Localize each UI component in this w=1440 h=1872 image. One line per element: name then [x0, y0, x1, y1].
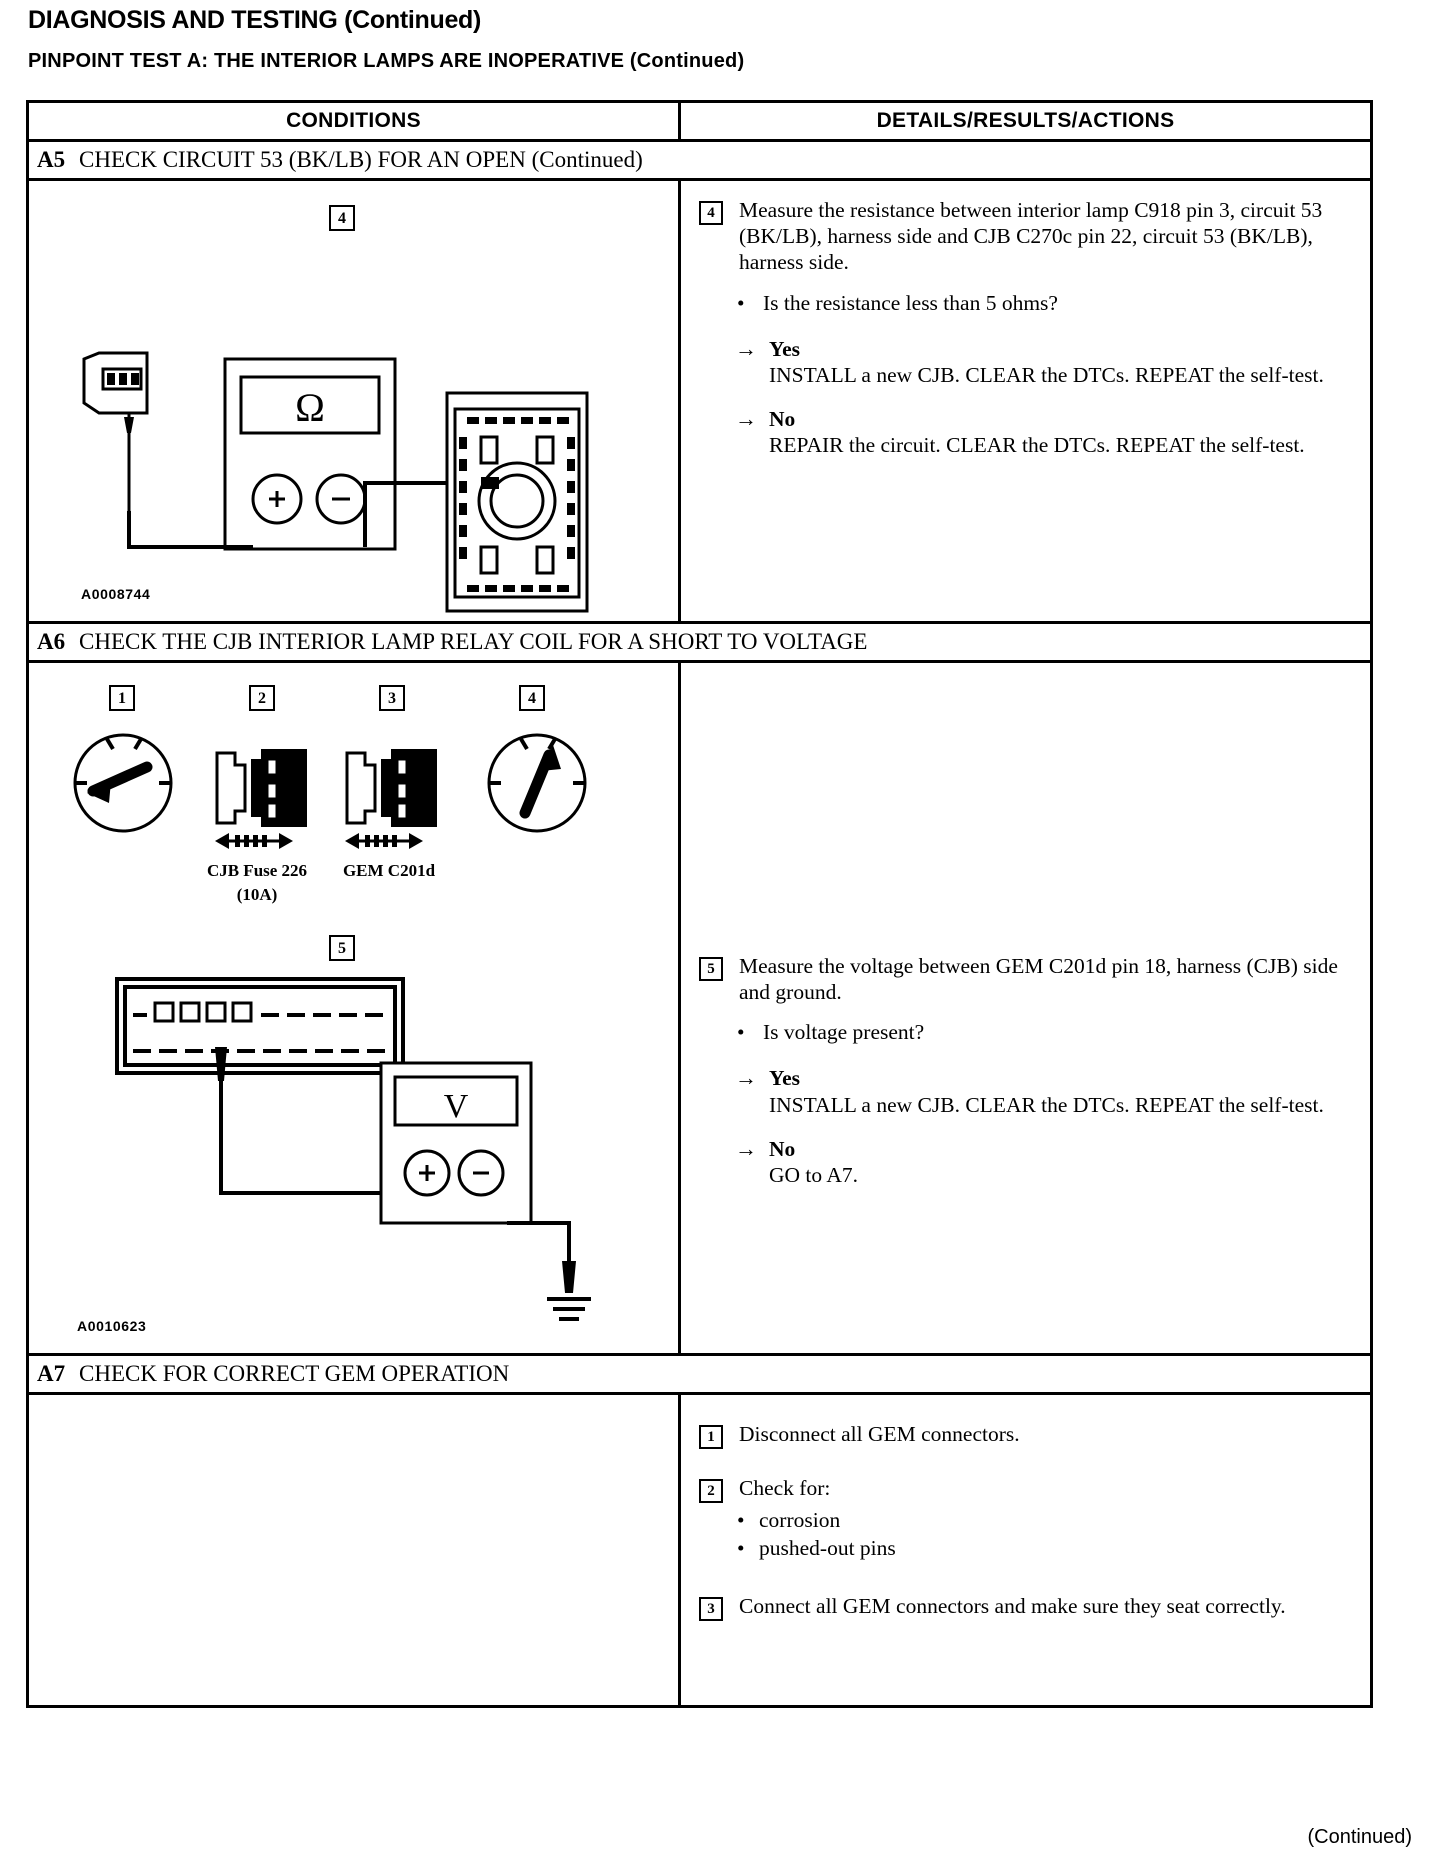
- question-text: Is voltage present?: [763, 1020, 925, 1045]
- instruction-a5-step4: [699, 197, 1356, 276]
- answer-label: No: [769, 1136, 796, 1161]
- step-number-badge: 1: [699, 1425, 723, 1449]
- answer-a6-no: [735, 1136, 1356, 1188]
- list-item-label: pushed-out pins: [759, 1535, 896, 1560]
- arrow-right-icon: →: [735, 1065, 757, 1091]
- arrow-right-icon: →: [735, 335, 757, 361]
- answer-label: Yes: [769, 336, 801, 361]
- answer-action: GO to A7.: [769, 1163, 858, 1188]
- instructions-a5: [681, 181, 1370, 621]
- a6-test-diagram: [29, 663, 681, 1353]
- step-code-a6: A6: [37, 629, 66, 654]
- pinpoint-test-table: [26, 100, 1373, 1708]
- step-body-a6: [29, 660, 1370, 1353]
- answer-action: INSTALL a new CJB. CLEAR the DTCs. REPEAT the self-test.: [769, 362, 1324, 387]
- list-item: [737, 1507, 1356, 1535]
- instruction-text: Disconnect all GEM connectors.: [739, 1422, 1020, 1446]
- list-item-label: corrosion: [759, 1508, 841, 1532]
- step-number-badge: 2: [699, 1479, 723, 1503]
- step-number-badge: 3: [699, 1597, 723, 1621]
- instructions-a6: [681, 663, 1370, 1353]
- step-number-badge: 5: [699, 957, 723, 981]
- question-a5: [737, 290, 1356, 318]
- answer-a6-yes: [735, 1065, 1356, 1117]
- bullet-icon: •: [737, 1020, 745, 1045]
- step-title-a5: CHECK CIRCUIT 53 (BK/LB) FOR AN OPEN (Continued): [79, 147, 643, 172]
- column-header-conditions: CONDITIONS: [286, 109, 421, 132]
- instruction-a7-step3: [699, 1593, 1356, 1621]
- instruction-text: Measure the voltage between GEM C201d pin 18, harness (CJB) side and ground.: [739, 954, 1338, 1005]
- instruction-a7-step2-sublist: [737, 1507, 1356, 1563]
- list-item: [737, 1535, 1356, 1563]
- callout-a6-5: 5: [329, 935, 355, 961]
- a5-test-diagram: [29, 181, 681, 621]
- answer-action: REPAIR the circuit. CLEAR the DTCs. REPEAT the self-test.: [769, 433, 1305, 458]
- fuse-caption-line2: (10A): [236, 885, 278, 904]
- bullet-icon: •: [737, 1535, 745, 1560]
- step-number-badge: 4: [699, 201, 723, 225]
- answer-action: INSTALL a new CJB. CLEAR the DTCs. REPEAT the self-test.: [769, 1092, 1324, 1117]
- callout-a6-1: 1: [109, 685, 135, 711]
- arrow-right-icon: →: [735, 1135, 757, 1161]
- instructions-a7: [681, 1395, 1370, 1705]
- step-code-a5: A5: [37, 147, 66, 172]
- step-body-a7: [29, 1392, 1370, 1705]
- question-text: Is the resistance less than 5 ohms?: [763, 290, 1058, 315]
- figure-a6: [29, 663, 681, 1353]
- gem-caption: GEM C201d: [342, 861, 436, 880]
- step-title-a6: CHECK THE CJB INTERIOR LAMP RELAY COIL FOR A SHORT TO VOLTAGE: [79, 629, 868, 654]
- step-header-a6: [29, 621, 1370, 660]
- page-title: DIAGNOSIS AND TESTING (Continued): [28, 6, 482, 34]
- page-subtitle: PINPOINT TEST A: THE INTERIOR LAMPS ARE INOPERATIVE (Continued): [28, 50, 745, 72]
- callout-a5-4: 4: [329, 205, 355, 231]
- instruction-text: Measure the resistance between interior lamp C918 pin 3, circuit 53 (BK/LB), harness side and CJB C270c pin 22, circuit 53 (BK/LB), harness side.: [739, 198, 1323, 275]
- answer-label: Yes: [769, 1066, 801, 1091]
- instruction-a7-step2: [699, 1475, 1356, 1503]
- instruction-a6-step5: [699, 953, 1356, 1005]
- instruction-text: Check for:: [739, 1476, 831, 1500]
- figure-id-a5: A0008744: [81, 586, 151, 602]
- answer-a5-no: [735, 406, 1356, 458]
- svg-text:V: V: [443, 1088, 469, 1125]
- figure-a5: [29, 181, 681, 621]
- bullet-icon: •: [737, 290, 745, 315]
- instruction-text: Connect all GEM connectors and make sure they seat correctly.: [739, 1593, 1286, 1618]
- step-header-a5: [29, 139, 1370, 178]
- figure-id-a6: A0010623: [77, 1318, 147, 1334]
- table-header-conditions-cell: [29, 103, 681, 139]
- answer-label: No: [769, 407, 796, 432]
- column-header-details: DETAILS/RESULTS/ACTIONS: [876, 109, 1175, 132]
- table-header-row: [29, 103, 1370, 139]
- step-code-a7: A7: [37, 1361, 66, 1386]
- callout-a6-3: 3: [379, 685, 405, 711]
- svg-text:Ω: Ω: [295, 385, 325, 430]
- question-a6: [737, 1019, 1356, 1047]
- callout-a6-4: 4: [519, 685, 545, 711]
- step-body-a5: [29, 178, 1370, 621]
- step-title-a7: CHECK FOR CORRECT GEM OPERATION: [79, 1361, 510, 1386]
- fuse-caption-line1: CJB Fuse 226: [206, 861, 308, 880]
- figure-a7-empty: [29, 1395, 681, 1705]
- bullet-icon: •: [737, 1508, 745, 1532]
- instruction-a7-step1: [699, 1421, 1356, 1449]
- arrow-right-icon: →: [735, 406, 757, 432]
- answer-a5-yes: [735, 336, 1356, 388]
- step-header-a7: [29, 1353, 1370, 1392]
- table-header-details-cell: [681, 103, 1370, 139]
- page-footer-continued: (Continued): [1307, 1826, 1412, 1848]
- callout-a6-2: 2: [249, 685, 275, 711]
